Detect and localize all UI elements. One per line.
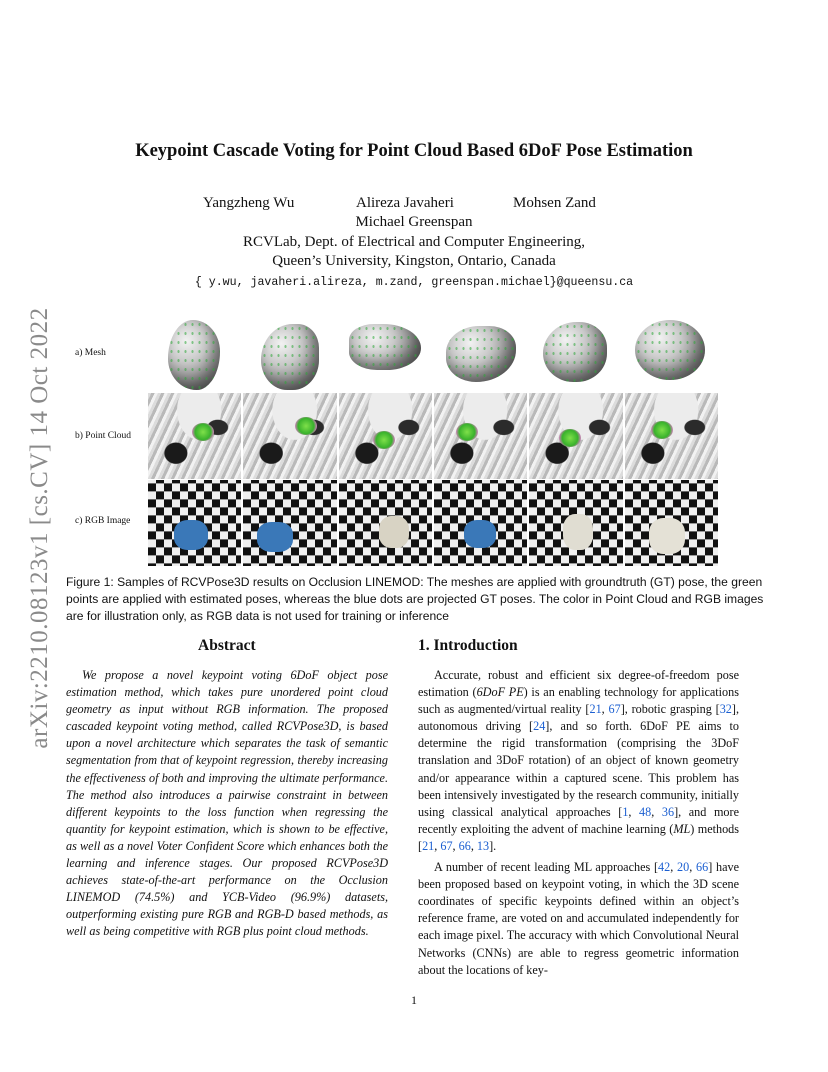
point-cloud-image (529, 393, 622, 479)
citation-link[interactable]: 66 (696, 860, 709, 875)
citation-link[interactable]: 32 (719, 702, 732, 717)
affiliation-line: RCVLab, Dept. of Electrical and Computer Engineering, (243, 234, 585, 250)
intro-paragraph: A number of recent leading ML approaches [42, 20, 66] have been proposed based on keypoint voting, in which the 3D scene coordinates of specific keypoints defined within an object’s reference frame, are voted on and accumulated independently for each image pixel. The accuracy with which Convolutional Neural Networks (CNNs) are able to regress geometric information about the locations of key- (418, 860, 740, 977)
author-name: Yangzheng Wu (203, 195, 295, 211)
author-emails: { y.wu, javaheri.alireza, m.zand, greenspan.michael}@queensu.ca (194, 276, 634, 289)
mesh-row (148, 314, 718, 394)
introduction-heading: 1. Introduction (418, 637, 518, 654)
introduction-text (418, 667, 739, 979)
citation-link[interactable]: 21 (422, 838, 435, 853)
author-name: Alireza Javaheri (356, 195, 454, 211)
mesh-image (625, 314, 718, 394)
author-list (0, 195, 828, 215)
citation-link[interactable]: 36 (661, 804, 675, 819)
mesh-image (339, 314, 432, 394)
point-cloud-image (243, 393, 336, 479)
citation-link[interactable]: 13 (476, 838, 490, 853)
citation-link[interactable]: 67 (608, 702, 621, 717)
abstract-text: We propose a novel keypoint voting 6DoF object pose estimation method, which takes pure unordered point cloud geometry as input without RGB information. The proposed cascaded keypoint voting method, called RCVPose3D, is based upon a novel architecture which separates the task of semantic segmentation from that of keypoint regression, thereby increasing the effectiveness of both and improving the ultimate performance. The method also introduces a pairwise constraint in between different keypoints to the loss function when regressing the quantity for keypoint estimation, which is shown to be effective, as well as a novel Voter Confident Score which enhances both the learning and inference stages. Our proposed RCVPose3D achieves state-of-the-art performance on the Occlusion LINEMOD (74.5%) and YCB-Video (96.9%) datasets, outperforming existing pure RGB and RGB-D based methods, as well as being competitive with RGB plus point cloud methods. (66, 668, 388, 939)
paper-title: Keypoint Cascade Voting for Point Cloud Based 6DoF Pose Estimation (135, 141, 693, 161)
author-name: Michael Greenspan (355, 214, 473, 230)
rgb-image (339, 480, 432, 566)
row-label-point-cloud: b) Point Cloud (75, 431, 131, 441)
mesh-image (243, 314, 336, 394)
rgb-image (434, 480, 527, 566)
rgb-image (148, 480, 241, 566)
rgb-row (148, 480, 718, 566)
citation-link[interactable]: 67 (440, 838, 453, 853)
intro-paragraph: Accurate, robust and efficient six degree-of-freedom pose estimation (6DoF PE) is an enabling technology for applications such as augmented/virtual reality [21, 67], robotic grasping [32], autonomous driving [24], and so forth. 6DoF PE aims to determine the rigid transformation (comprising the 3DoF translation and 3DoF rotation) of an object of known geometry and/or appearance within a captured scene. This problem has been intensively investigated by the research community, initially using classical analytical approaches [1, 48, 36], and more recently exploiting the advent of machine learning (ML) methods [21, 67, 66, 13]. (418, 668, 740, 853)
citation-link[interactable]: 20 (677, 860, 690, 875)
arxiv-identifier: arXiv:2210.08123v1 [cs.CV] 14 Oct 2022 (26, 307, 53, 749)
mesh-image (434, 314, 527, 394)
citation-link[interactable]: 21 (589, 702, 602, 717)
point-cloud-image (339, 393, 432, 479)
mesh-image (148, 314, 241, 394)
rgb-image (625, 480, 718, 566)
page-number: 1 (411, 993, 417, 1007)
point-cloud-row (148, 393, 718, 479)
citation-link[interactable]: 66 (458, 838, 471, 853)
citation-link[interactable]: 42 (658, 860, 671, 875)
point-cloud-image (148, 393, 241, 479)
figure-caption: Figure 1: Samples of RCVPose3D results on Occlusion LINEMOD: The meshes are applied with groundtruth (GT) pose, the green points are applied with estimated poses, whereas the blue dots are projected GT poses. The color in Point Cloud and RGB images are for illustration only, as RGB data is not used for training or inference (66, 575, 764, 623)
point-cloud-image (625, 393, 718, 479)
citation-link[interactable]: 1 (622, 804, 629, 819)
affiliation-line: Queen’s University, Kingston, Ontario, Canada (272, 253, 556, 269)
author-name: Mohsen Zand (513, 195, 596, 211)
row-label-rgb-image: c) RGB Image (75, 516, 131, 526)
mesh-image (529, 314, 622, 394)
rgb-image (529, 480, 622, 566)
citation-link[interactable]: 48 (639, 804, 652, 819)
abstract-heading: Abstract (198, 637, 256, 654)
point-cloud-image (434, 393, 527, 479)
row-label-mesh: a) Mesh (75, 348, 106, 358)
citation-link[interactable]: 24 (533, 719, 546, 734)
rgb-image (243, 480, 336, 566)
